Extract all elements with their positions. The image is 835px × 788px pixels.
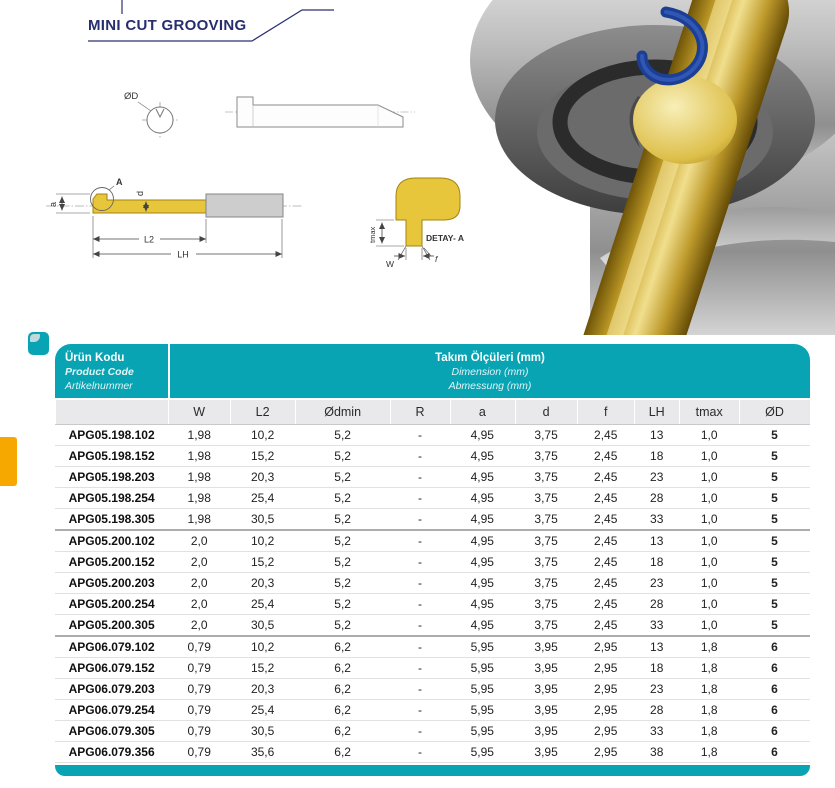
tool-head — [633, 76, 737, 164]
value-f: 2,95 — [577, 636, 634, 658]
value-f: 2,95 — [577, 679, 634, 700]
value-w: 1,98 — [168, 467, 230, 488]
value-tmax: 1,0 — [679, 446, 739, 467]
value-lh: 38 — [634, 742, 679, 763]
dim-label-a: a — [48, 201, 58, 207]
value-f: 2,45 — [577, 552, 634, 573]
dim-label-l2: L2 — [143, 234, 155, 245]
value-w: 0,79 — [168, 700, 230, 721]
value-w: 0,79 — [168, 658, 230, 679]
value-a: 4,95 — [450, 530, 515, 552]
value-lh: 33 — [634, 721, 679, 742]
table-row — [55, 721, 810, 742]
value-f: 2,95 — [577, 721, 634, 742]
value-tmax: 1,8 — [679, 679, 739, 700]
value-tmax: 1,8 — [679, 742, 739, 763]
value-ød: 6 — [739, 742, 810, 763]
product-code: APG05.200.203 — [55, 573, 168, 594]
value-a: 4,95 — [450, 594, 515, 615]
value-d: 3,75 — [515, 615, 578, 637]
dimension-header-de: Abmessung (mm) — [448, 380, 532, 392]
value-lh: 28 — [634, 488, 679, 509]
table-header — [55, 344, 810, 398]
value-r: - — [390, 446, 450, 467]
dimension-header-tr: Takım Ölçüleri (mm) — [435, 352, 545, 364]
column-header-ød: ØD — [739, 400, 810, 425]
value-l2: 10,2 — [230, 636, 295, 658]
table-row — [55, 573, 810, 594]
value-r: - — [390, 552, 450, 573]
value-r: - — [390, 488, 450, 509]
product-code: APG05.200.254 — [55, 594, 168, 615]
column-header-ødmin: Ødmin — [295, 400, 390, 425]
value-d: 3,75 — [515, 425, 578, 446]
value-l2: 10,2 — [230, 425, 295, 446]
value-r: - — [390, 530, 450, 552]
value-d: 3,75 — [515, 488, 578, 509]
dim-label-w: W — [385, 259, 395, 269]
column-header-f: f — [577, 400, 634, 425]
value-tmax: 1,0 — [679, 488, 739, 509]
value-tmax: 1,8 — [679, 658, 739, 679]
value-w: 0,79 — [168, 742, 230, 763]
value-l2: 25,4 — [230, 700, 295, 721]
value-a: 5,95 — [450, 700, 515, 721]
value-lh: 18 — [634, 446, 679, 467]
page-title: MINI CUT GROOVING — [88, 17, 247, 34]
value-l2: 20,3 — [230, 573, 295, 594]
value-tmax: 1,0 — [679, 594, 739, 615]
value-lh: 33 — [634, 615, 679, 637]
table-row — [55, 742, 810, 763]
value-tmax: 1,0 — [679, 509, 739, 531]
value-f: 2,95 — [577, 742, 634, 763]
product-code: APG05.198.305 — [55, 509, 168, 531]
value-r: - — [390, 467, 450, 488]
value-ød: 5 — [739, 530, 810, 552]
value-l2: 20,3 — [230, 467, 295, 488]
value-a: 5,95 — [450, 679, 515, 700]
product-code-header — [55, 344, 168, 398]
column-header-empty — [55, 400, 168, 425]
value-ødmin: 5,2 — [295, 552, 390, 573]
value-l2: 20,3 — [230, 679, 295, 700]
value-lh: 33 — [634, 509, 679, 531]
value-ødmin: 5,2 — [295, 530, 390, 552]
title-ornament — [88, 0, 334, 41]
value-a: 5,95 — [450, 721, 515, 742]
detail-caption: DETAY- A — [426, 233, 464, 243]
value-w: 2,0 — [168, 594, 230, 615]
value-ødmin: 5,2 — [295, 467, 390, 488]
column-header-l2: L2 — [230, 400, 295, 425]
product-code: APG05.200.152 — [55, 552, 168, 573]
value-r: - — [390, 700, 450, 721]
table-row — [55, 658, 810, 679]
value-a: 4,95 — [450, 467, 515, 488]
side-view-drawing — [225, 97, 415, 127]
value-f: 2,45 — [577, 425, 634, 446]
value-d: 3,75 — [515, 573, 578, 594]
value-tmax: 1,0 — [679, 425, 739, 446]
value-d: 3,95 — [515, 742, 578, 763]
value-ød: 6 — [739, 700, 810, 721]
column-header-lh: LH — [634, 400, 679, 425]
product-code: APG06.079.203 — [55, 679, 168, 700]
value-a: 4,95 — [450, 573, 515, 594]
column-header-a: a — [450, 400, 515, 425]
value-d: 3,95 — [515, 721, 578, 742]
value-w: 1,98 — [168, 446, 230, 467]
value-f: 2,95 — [577, 658, 634, 679]
value-ød: 5 — [739, 425, 810, 446]
value-a: 4,95 — [450, 446, 515, 467]
value-f: 2,95 — [577, 700, 634, 721]
value-ød: 5 — [739, 446, 810, 467]
value-d: 3,95 — [515, 658, 578, 679]
tool-shank-gray — [206, 194, 283, 217]
tool-3d-render — [470, 0, 835, 335]
value-tmax: 1,0 — [679, 573, 739, 594]
value-ødmin: 6,2 — [295, 636, 390, 658]
dim-label-lh: LH — [177, 249, 189, 260]
value-w: 1,98 — [168, 425, 230, 446]
value-d: 3,75 — [515, 552, 578, 573]
dim-label-tmax: tmax — [368, 226, 377, 243]
value-ød: 6 — [739, 636, 810, 658]
table-footer-bar — [55, 765, 810, 776]
product-code: APG05.200.305 — [55, 615, 168, 637]
value-w: 0,79 — [168, 679, 230, 700]
dimension-table — [55, 400, 810, 763]
value-a: 4,95 — [450, 488, 515, 509]
value-f: 2,45 — [577, 488, 634, 509]
value-d: 3,75 — [515, 530, 578, 552]
value-lh: 23 — [634, 467, 679, 488]
value-tmax: 1,8 — [679, 721, 739, 742]
value-a: 5,95 — [450, 658, 515, 679]
product-header-tr: Ürün Kodu — [65, 352, 125, 364]
dim-label-f: f — [435, 254, 438, 264]
value-ød: 6 — [739, 721, 810, 742]
value-a: 4,95 — [450, 425, 515, 446]
value-l2: 15,2 — [230, 658, 295, 679]
detail-view-drawing — [368, 178, 464, 269]
value-d: 3,75 — [515, 594, 578, 615]
table-row — [55, 467, 810, 488]
value-lh: 28 — [634, 594, 679, 615]
value-ød: 6 — [739, 679, 810, 700]
value-ød: 6 — [739, 658, 810, 679]
value-r: - — [390, 658, 450, 679]
product-code: APG06.079.152 — [55, 658, 168, 679]
value-r: - — [390, 425, 450, 446]
table-row — [55, 530, 810, 552]
table-row — [55, 509, 810, 531]
value-f: 2,45 — [577, 446, 634, 467]
value-d: 3,95 — [515, 700, 578, 721]
value-l2: 15,2 — [230, 446, 295, 467]
product-code: APG05.200.102 — [55, 530, 168, 552]
dim-label-od: ØD — [124, 91, 139, 102]
value-tmax: 1,0 — [679, 530, 739, 552]
technical-drawing — [0, 0, 470, 300]
value-ødmin: 5,2 — [295, 615, 390, 637]
value-r: - — [390, 679, 450, 700]
value-ødmin: 5,2 — [295, 425, 390, 446]
product-table — [55, 344, 810, 776]
value-d: 3,75 — [515, 509, 578, 531]
section-bookmark-icon — [28, 332, 49, 355]
value-f: 2,45 — [577, 573, 634, 594]
value-l2: 15,2 — [230, 552, 295, 573]
table-row — [55, 594, 810, 615]
value-f: 2,45 — [577, 615, 634, 637]
value-f: 2,45 — [577, 509, 634, 531]
product-code: APG06.079.356 — [55, 742, 168, 763]
value-a: 4,95 — [450, 509, 515, 531]
value-f: 2,45 — [577, 467, 634, 488]
product-header-de: Artikelnummer — [65, 380, 133, 392]
table-row — [55, 488, 810, 509]
value-ødmin: 5,2 — [295, 509, 390, 531]
value-lh: 13 — [634, 530, 679, 552]
value-tmax: 1,0 — [679, 552, 739, 573]
value-w: 0,79 — [168, 636, 230, 658]
value-lh: 13 — [634, 636, 679, 658]
value-ødmin: 5,2 — [295, 488, 390, 509]
value-w: 2,0 — [168, 552, 230, 573]
value-ødmin: 6,2 — [295, 658, 390, 679]
tool-body-gold — [93, 194, 206, 213]
value-r: - — [390, 573, 450, 594]
value-l2: 35,6 — [230, 742, 295, 763]
column-header-row — [55, 400, 810, 425]
value-a: 5,95 — [450, 636, 515, 658]
value-r: - — [390, 721, 450, 742]
value-lh: 13 — [634, 425, 679, 446]
front-view-drawing — [124, 91, 178, 138]
product-code: APG06.079.254 — [55, 700, 168, 721]
column-header-tmax: tmax — [679, 400, 739, 425]
value-ød: 5 — [739, 488, 810, 509]
product-code: APG06.079.305 — [55, 721, 168, 742]
value-ød: 5 — [739, 594, 810, 615]
value-d: 3,75 — [515, 446, 578, 467]
table-row — [55, 425, 810, 446]
value-r: - — [390, 636, 450, 658]
value-a: 4,95 — [450, 552, 515, 573]
value-ødmin: 6,2 — [295, 721, 390, 742]
value-f: 2,45 — [577, 530, 634, 552]
value-w: 1,98 — [168, 488, 230, 509]
value-r: - — [390, 594, 450, 615]
table-row — [55, 615, 810, 637]
value-tmax: 1,0 — [679, 615, 739, 637]
dimensions-header — [170, 344, 810, 398]
value-lh: 23 — [634, 679, 679, 700]
table-row — [55, 552, 810, 573]
value-r: - — [390, 615, 450, 637]
value-lh: 23 — [634, 573, 679, 594]
value-tmax: 1,8 — [679, 700, 739, 721]
table-row — [55, 700, 810, 721]
value-r: - — [390, 509, 450, 531]
value-l2: 30,5 — [230, 721, 295, 742]
dimension-header-en: Dimension (mm) — [451, 366, 529, 378]
product-code: APG05.198.152 — [55, 446, 168, 467]
table-row — [55, 636, 810, 658]
value-lh: 18 — [634, 658, 679, 679]
value-ødmin: 5,2 — [295, 594, 390, 615]
product-header-en: Product Code — [65, 366, 134, 378]
value-w: 2,0 — [168, 615, 230, 637]
value-ød: 5 — [739, 467, 810, 488]
detail-marker-label: A — [116, 177, 123, 187]
value-ød: 5 — [739, 509, 810, 531]
value-ødmin: 6,2 — [295, 742, 390, 763]
table-row — [55, 446, 810, 467]
value-w: 0,79 — [168, 721, 230, 742]
table-body — [55, 425, 810, 763]
product-code: APG06.079.102 — [55, 636, 168, 658]
value-a: 5,95 — [450, 742, 515, 763]
value-d: 3,95 — [515, 636, 578, 658]
product-code: APG05.198.203 — [55, 467, 168, 488]
side-tab — [0, 437, 17, 486]
dim-label-d: d — [135, 190, 145, 196]
value-tmax: 1,0 — [679, 467, 739, 488]
value-a: 4,95 — [450, 615, 515, 637]
value-ødmin: 6,2 — [295, 700, 390, 721]
value-l2: 25,4 — [230, 488, 295, 509]
value-l2: 10,2 — [230, 530, 295, 552]
value-l2: 30,5 — [230, 509, 295, 531]
value-w: 2,0 — [168, 573, 230, 594]
value-l2: 30,5 — [230, 615, 295, 637]
value-d: 3,95 — [515, 679, 578, 700]
column-header-w: W — [168, 400, 230, 425]
product-code: APG05.198.254 — [55, 488, 168, 509]
value-w: 2,0 — [168, 530, 230, 552]
value-ød: 5 — [739, 573, 810, 594]
table-row — [55, 679, 810, 700]
value-w: 1,98 — [168, 509, 230, 531]
value-ødmin: 5,2 — [295, 446, 390, 467]
value-lh: 18 — [634, 552, 679, 573]
value-ødmin: 6,2 — [295, 679, 390, 700]
value-ød: 5 — [739, 615, 810, 637]
value-l2: 25,4 — [230, 594, 295, 615]
value-f: 2,45 — [577, 594, 634, 615]
value-r: - — [390, 742, 450, 763]
dimensioned-view-drawing — [46, 177, 302, 260]
product-code: APG05.198.102 — [55, 425, 168, 446]
value-lh: 28 — [634, 700, 679, 721]
value-d: 3,75 — [515, 467, 578, 488]
column-header-r: R — [390, 400, 450, 425]
value-ødmin: 5,2 — [295, 573, 390, 594]
column-header-d: d — [515, 400, 578, 425]
value-tmax: 1,8 — [679, 636, 739, 658]
value-ød: 5 — [739, 552, 810, 573]
